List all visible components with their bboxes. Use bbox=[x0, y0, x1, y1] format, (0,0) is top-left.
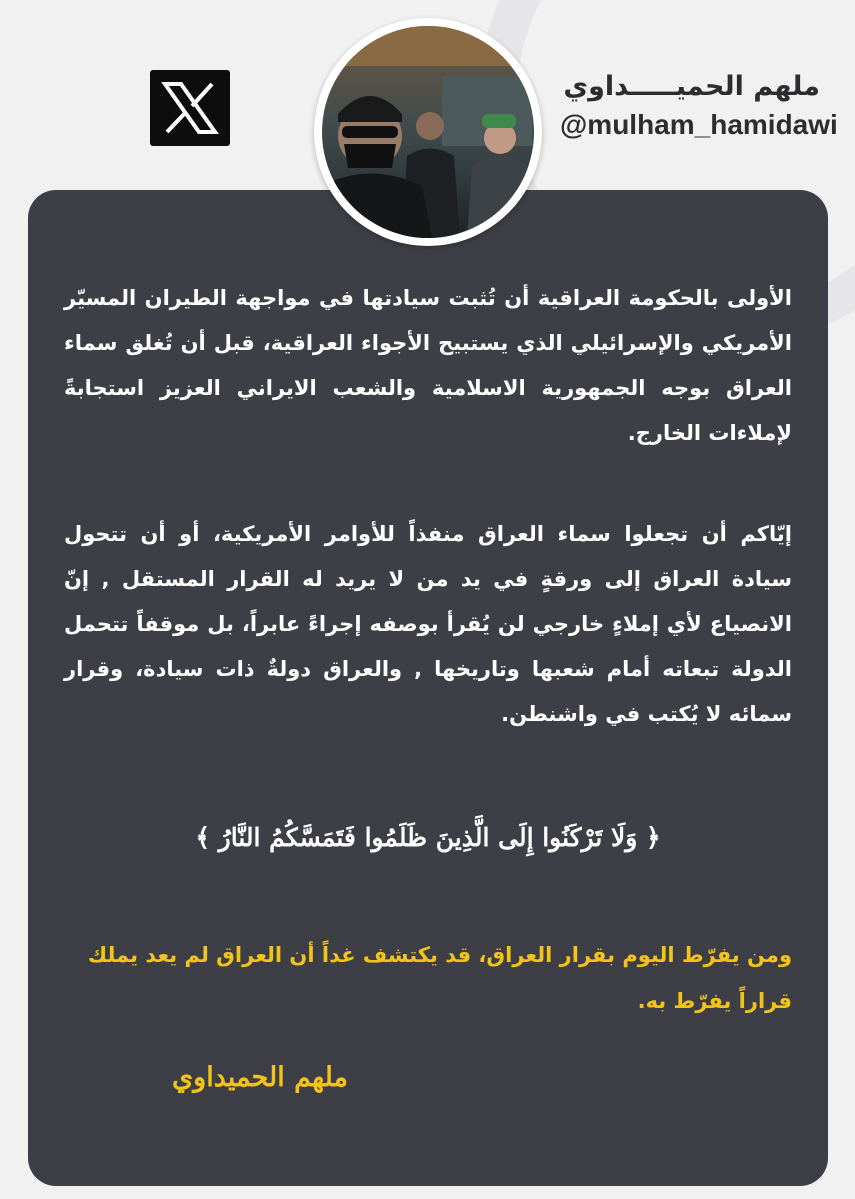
highlight-quote: ومن يفرّط اليوم بقرار العراق، قد يكتشف غداً أن العراق لم يعد يملك قراراً يفرّط به. bbox=[87, 943, 792, 1013]
quran-verse: ﴿ وَلَا تَرْكَنُوا إِلَى الَّذِينَ ظَلَمُوا فَتَمَسَّكُمُ النَّارُ ﴾ bbox=[195, 823, 661, 852]
profile-handle-block bbox=[560, 70, 838, 144]
profile-photo bbox=[322, 26, 534, 238]
x-logo-icon[interactable] bbox=[150, 70, 230, 146]
signature: ملهم الحميداوي bbox=[172, 1062, 348, 1093]
post-card bbox=[28, 190, 828, 1186]
author-handle[interactable]: @mulham_hamidawi bbox=[560, 109, 838, 140]
paragraph-2: إيّاكم أن تجعلوا سماء العراق منفذاً للأوامر الأمريكية، أو أن تتحول سيادة العراق إلى ورقةٍ في يد من لا يريد له القرار المستقل , إنّ الانصياع لأي إملاءٍ خارجي لن يُقرأ بوصفه إجراءً عابراً، بل موقفاً تتحمل الدولة تبعاته أمام شعبها وتاريخها , والعراق دولةٌ ذات سيادة، وقرار سمائه لا يُكتب في واشنطن. bbox=[64, 522, 792, 726]
paragraph-1: الأولى بالحكومة العراقية أن تُثبت سيادتها في مواجهة الطيران المسيّر الأمريكي والإسرائيلي الذي يستبيح الأجواء العراقية، قبل أن تُغلق سماء العراق بوجه الجمهورية الاسلامية والشعب الايراني العزيز استجابةً لإملاءات الخارج. bbox=[64, 286, 792, 445]
avatar[interactable] bbox=[314, 18, 542, 246]
author-name: ملهم الحميـــــداوي bbox=[563, 71, 820, 102]
